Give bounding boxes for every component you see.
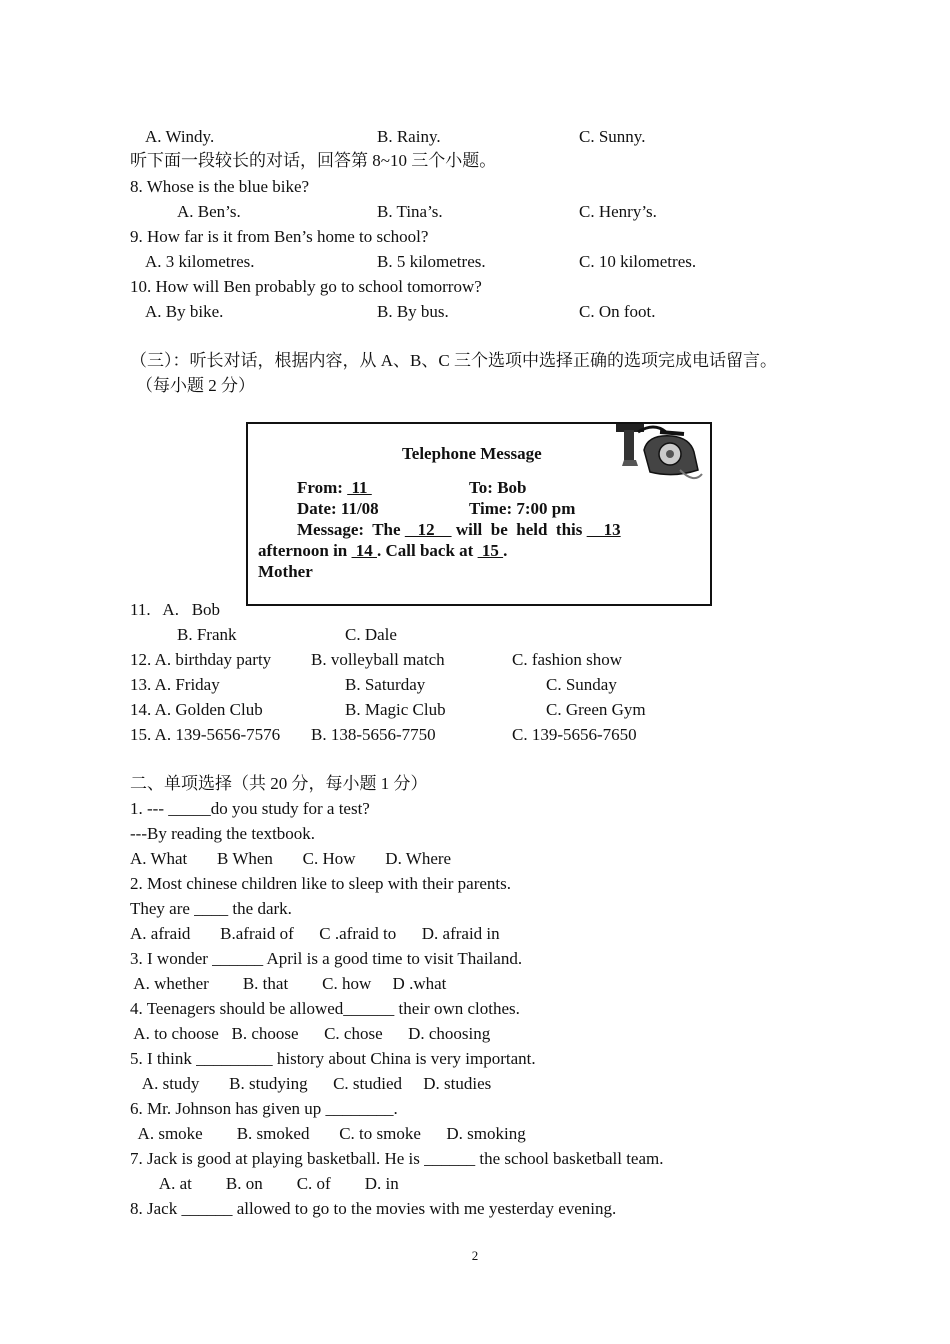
part2-line: 1. --- _____do you study for a test? bbox=[130, 799, 370, 818]
part2-line: A. to choose B. choose C. chose D. choosing bbox=[130, 1024, 491, 1043]
message-time: Time: 7:00 pm bbox=[469, 499, 576, 518]
q9-option-a: A. 3 kilometres. bbox=[145, 252, 255, 271]
part2-line: 5. I think _________ history about China is very important. bbox=[130, 1049, 536, 1068]
message-body-line1 bbox=[297, 519, 621, 541]
question-8: 8. Whose is the blue bike? bbox=[130, 177, 310, 196]
message-body-line2 bbox=[258, 540, 507, 562]
message-mid: will be held this bbox=[451, 520, 587, 539]
q12-option-a: 12. A. birthday party bbox=[130, 650, 272, 669]
q14-option-a: 14. A. Golden Club bbox=[130, 700, 263, 719]
message-to: To: Bob bbox=[469, 478, 527, 497]
question-10: 10. How will Ben probably go to school tomorrow? bbox=[130, 277, 482, 296]
option-a: A. Windy. bbox=[145, 127, 215, 146]
q12-option-c: C. fashion show bbox=[512, 650, 623, 669]
q13-option-a: 13. A. Friday bbox=[130, 675, 220, 694]
q13-option-c: C. Sunday bbox=[546, 675, 617, 694]
section-intro: 听下面一段较长的对话，回答第 8~10 三个小题。 bbox=[130, 151, 497, 170]
part2-line: 3. I wonder ______ April is a good time to visit Thailand. bbox=[130, 949, 523, 968]
part2-line: 2. Most chinese children like to sleep with their parents. bbox=[130, 874, 511, 893]
option-b: B. Rainy. bbox=[377, 127, 441, 146]
q15-option-a: 15. A. 139-5656-7576 bbox=[130, 725, 281, 744]
telephone-icon bbox=[614, 422, 706, 486]
q8-option-a: A. Ben’s. bbox=[177, 202, 241, 221]
blank-11: 11 bbox=[347, 478, 372, 497]
page-number: 2 bbox=[471, 1248, 479, 1263]
message-signature: Mother bbox=[258, 562, 313, 581]
q15-option-c: C. 139-5656-7650 bbox=[512, 725, 637, 744]
line4-pre: afternoon in bbox=[258, 541, 352, 560]
q14-option-c: C. Green Gym bbox=[546, 700, 646, 719]
line4-end: . bbox=[503, 541, 508, 560]
section-3-instructions: （三）：听长对话，根据内容，从 A、B、C 三个选项中选择正确的选项完成电话留言。 bbox=[130, 351, 777, 370]
blank-14: 14 bbox=[351, 541, 377, 560]
part2-line: A. afraid B.afraid of C .afraid to D. afraid in bbox=[130, 924, 500, 943]
q10-option-b: B. By bus. bbox=[377, 302, 449, 321]
q15-option-b: B. 138-5656-7750 bbox=[311, 725, 436, 744]
option-c: C. Sunny. bbox=[579, 127, 646, 146]
blank-15: 15 bbox=[477, 541, 504, 560]
q11-option-b: B. Frank bbox=[177, 625, 237, 644]
part2-line: A. at B. on C. of D. in bbox=[130, 1174, 399, 1193]
part2-line: A. whether B. that C. how D .what bbox=[130, 974, 447, 993]
part2-line: ---By reading the textbook. bbox=[130, 824, 316, 843]
section-3-points: （每小题 2 分） bbox=[136, 376, 255, 395]
blank-12: 12 bbox=[404, 520, 452, 539]
question-9: 9. How far is it from Ben’s home to school? bbox=[130, 227, 429, 246]
part-2-heading: 二、单项选择（共 20 分，每小题 1 分） bbox=[130, 774, 428, 793]
message-from bbox=[297, 477, 372, 499]
part2-line: 7. Jack is good at playing basketball. He is ______ the school basketball team. bbox=[130, 1149, 664, 1168]
q14-option-b: B. Magic Club bbox=[345, 700, 446, 719]
line4-mid: . Call back at bbox=[377, 541, 478, 560]
q10-option-a: A. By bike. bbox=[145, 302, 224, 321]
part2-line: A. study B. studying C. studied D. studies bbox=[130, 1074, 492, 1093]
part2-line: They are ____ the dark. bbox=[130, 899, 292, 918]
q11-option-c: C. Dale bbox=[345, 625, 397, 644]
q13-option-b: B. Saturday bbox=[345, 675, 426, 694]
q11-option-a: 11. A. Bob bbox=[130, 600, 221, 619]
q8-option-b: B. Tina’s. bbox=[377, 202, 443, 221]
q10-option-c: C. On foot. bbox=[579, 302, 656, 321]
part2-line: 4. Teenagers should be allowed______ their own clothes. bbox=[130, 999, 520, 1018]
part2-line: 8. Jack ______ allowed to go to the movies with me yesterday evening. bbox=[130, 1199, 617, 1218]
blank-13: 13 bbox=[586, 520, 621, 539]
message-pre: Message: The bbox=[297, 520, 405, 539]
q8-option-c: C. Henry’s. bbox=[579, 202, 657, 221]
q9-option-c: C. 10 kilometres. bbox=[579, 252, 697, 271]
from-label: From: bbox=[297, 478, 343, 497]
q12-option-b: B. volleyball match bbox=[311, 650, 445, 669]
part2-line: A. What B When C. How D. Where bbox=[130, 849, 452, 868]
message-date: Date: 11/08 bbox=[297, 499, 379, 518]
message-title: Telephone Message bbox=[402, 444, 542, 463]
part2-line: A. smoke B. smoked C. to smoke D. smoking bbox=[130, 1124, 526, 1143]
part2-line: 6. Mr. Johnson has given up ________. bbox=[130, 1099, 398, 1118]
q9-option-b: B. 5 kilometres. bbox=[377, 252, 486, 271]
